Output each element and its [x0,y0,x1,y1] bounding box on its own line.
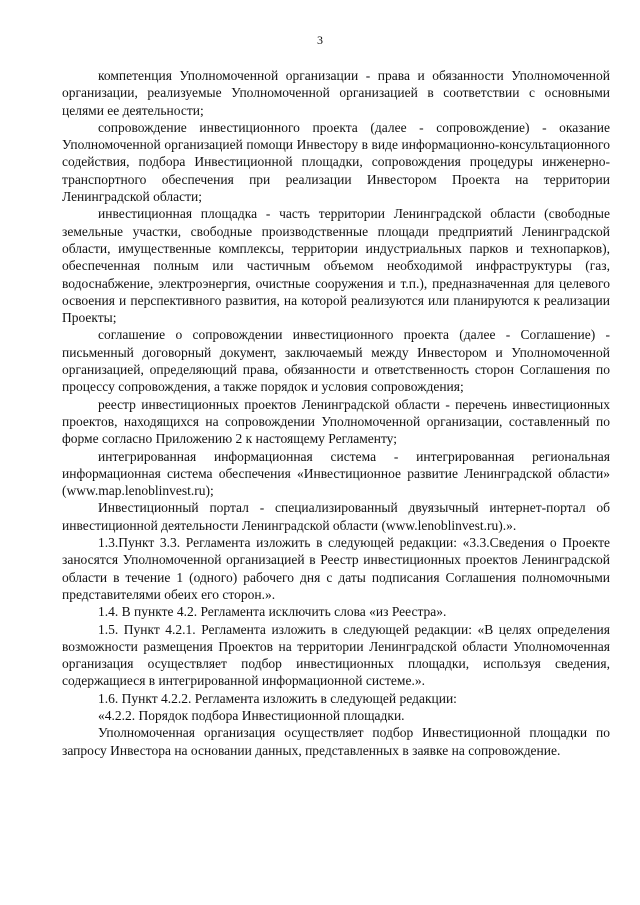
paragraph-item-1-6: 1.6. Пункт 4.2.2. Регламента изложить в следующей редакции: [98,690,457,706]
paragraph-investment-site-definition: инвестиционная площадка - часть территории Ленинградской области (свободные земельные участки, свободные производственные площади предприятий Ленинградской области, имущественные комплексы, территории индустриальных парков и технопарков), обеспеченная полным или частичным объемом необходимой инфраструктуры (газ, водоснабжение, электроэнергия, очистные сооружения и т.п.), предназначенная для целевого освоения и перспективного развития, на которой реализуются или планируются к реализации Проекты; [62,206,610,326]
page-number: 3 [317,33,323,47]
paragraph-item-4-2-2-title: «4.2.2. Порядок подбора Инвестиционной площадки. [98,707,405,723]
paragraph-item-1-4: 1.4. В пункте 4.2. Регламента исключить слова «из Реестра». [98,604,447,620]
paragraph-registry-definition: реестр инвестиционных проектов Ленинградской области - перечень инвестиционных проектов, находящихся на сопровождении Уполномоченной организации, составленный по форме согласно Приложению 2 к настоящему Регламенту; [62,396,610,447]
paragraph-competence-definition: компетенция Уполномоченной организации - права и обязанности Уполномоченной организации, реализуемые Уполномоченной организацией в соответствии с основными целями ее деятельности; [62,68,610,118]
paragraph-site-selection: Уполномоченная организация осуществляет подбор Инвестиционной площадки по запросу Инвестора на основании данных, представленных в заявке на сопровождение. [62,725,610,758]
document-body [62,67,610,759]
paragraph-information-system-definition: интегрированная информационная система - интегрированная региональная информационная система обеспечения «Инвестиционное развитие Ленинградской области» (www.map.lenoblinvest.ru); [62,448,610,499]
paragraph-item-1-5: 1.5. Пункт 4.2.1. Регламента изложить в следующей редакции: «В целях определения возможности размещения Проектов на территории Ленинградской области Уполномоченная организация осуществляет подбор инвестиционных площадки, используя сведения, содержащиеся в интегрированной информационной системе.». [62,621,610,689]
paragraph-agreement-definition: соглашение о сопровождении инвестиционного проекта (далее - Соглашение) - письменный договорный документ, заключаемый между Инвестором и Уполномоченной организацией, определяющий права, обязанности и ответственность сторон Соглашения по процессу сопровождения, а также порядок и условия сопровождения; [62,327,610,395]
paragraph-support-definition: сопровождение инвестиционного проекта (далее - сопровождение) - оказание Уполномоченной организацией помощи Инвестору в виде информационно-консультационного содействия, подбора Инвестиционной площадки, сопровождения процедуры инженерно-транспортного обеспечения при реализации Инвестором Проекта на территории Ленинградской области; [62,119,610,205]
paragraph-investment-portal-definition: Инвестиционный портал - специализированный двуязычный интернет-портал об инвестиционной деятельности Ленинградской области (www.lenoblinvest.ru).». [62,500,610,533]
paragraph-item-1-3: 1.3.Пункт 3.3. Регламента изложить в следующей редакции: «3.3.Сведения о Проекте заносятся Уполномоченной организацией в Реестр инвестиционных проектов Ленинградской области в течение 1 (одного) рабочего дня с даты подписания Соглашения полномочными представителями обеих его сторон.». [62,535,610,602]
